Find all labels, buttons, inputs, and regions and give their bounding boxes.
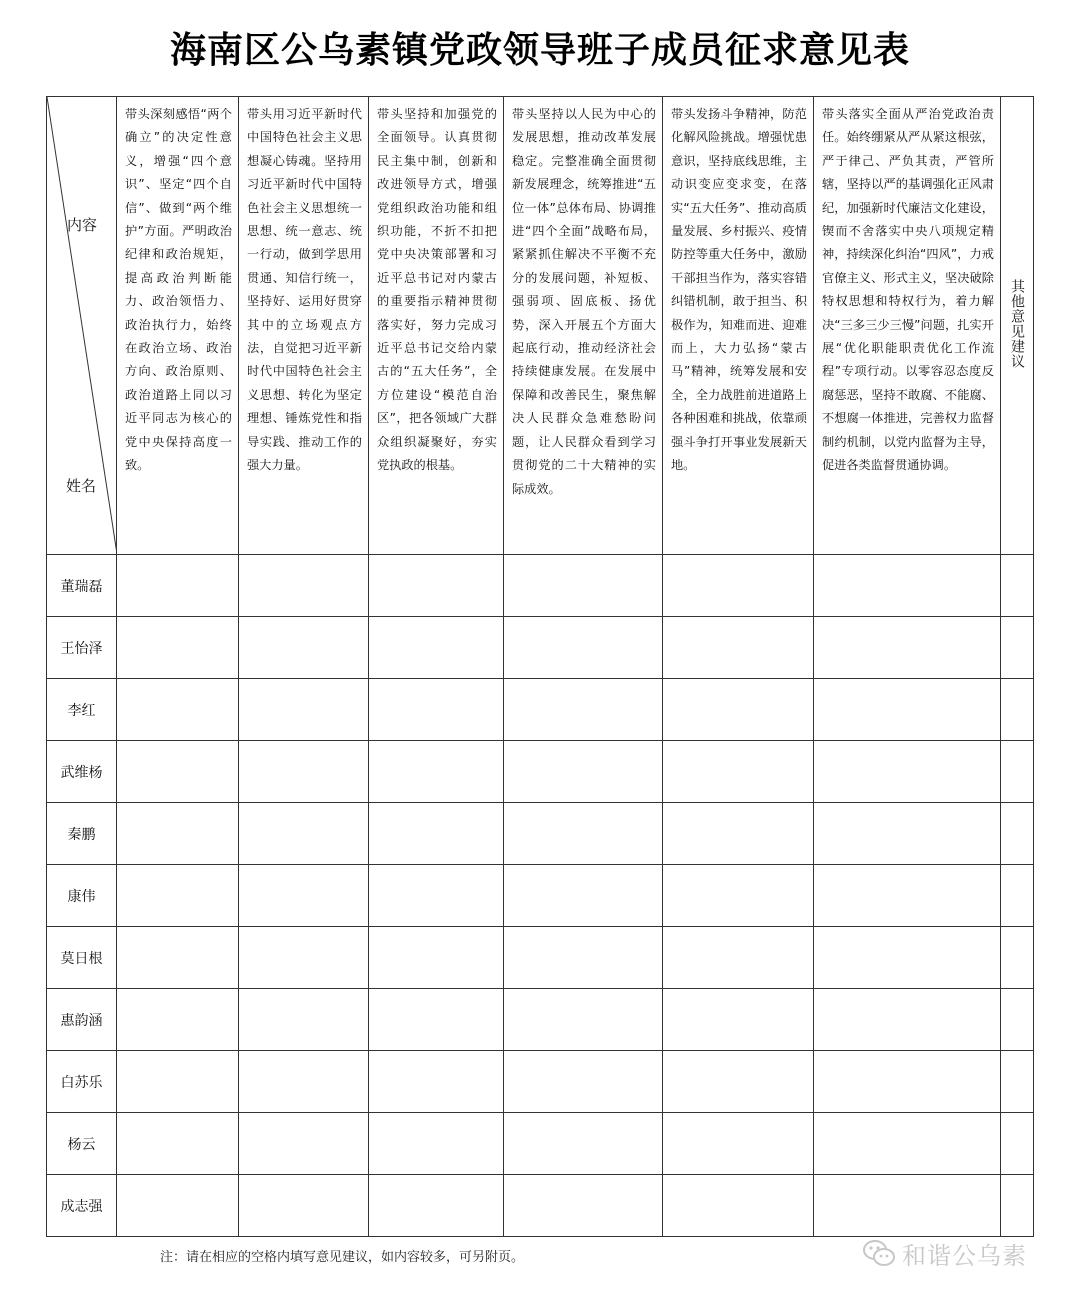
criterion-column-6 bbox=[814, 97, 1001, 555]
opinion-cell[interactable] bbox=[814, 927, 1001, 989]
opinion-cell[interactable] bbox=[663, 1113, 814, 1175]
member-name: 成志强 bbox=[47, 1175, 117, 1237]
member-name: 李红 bbox=[47, 679, 117, 741]
table-row bbox=[47, 741, 1034, 803]
opinion-cell[interactable] bbox=[117, 927, 239, 989]
member-name: 莫日根 bbox=[47, 927, 117, 989]
opinion-cell[interactable] bbox=[117, 1175, 239, 1237]
criterion-column-2 bbox=[239, 97, 369, 555]
opinion-cell[interactable] bbox=[117, 865, 239, 927]
opinion-cell[interactable] bbox=[1001, 555, 1034, 617]
member-name: 秦鹏 bbox=[47, 803, 117, 865]
member-name: 康伟 bbox=[47, 865, 117, 927]
opinion-cell[interactable] bbox=[814, 865, 1001, 927]
opinion-cell[interactable] bbox=[504, 617, 663, 679]
content-label: 内容 bbox=[67, 216, 98, 234]
opinion-cell[interactable] bbox=[504, 741, 663, 803]
opinion-cell[interactable] bbox=[369, 927, 504, 989]
opinion-cell[interactable] bbox=[369, 617, 504, 679]
opinion-cell[interactable] bbox=[814, 555, 1001, 617]
opinion-cell[interactable] bbox=[239, 1175, 369, 1237]
opinion-form-table bbox=[46, 96, 1034, 1237]
opinion-cell[interactable] bbox=[369, 1113, 504, 1175]
opinion-cell[interactable] bbox=[117, 555, 239, 617]
opinion-cell[interactable] bbox=[1001, 989, 1034, 1051]
opinion-cell[interactable] bbox=[504, 1051, 663, 1113]
opinion-cell[interactable] bbox=[814, 1175, 1001, 1237]
opinion-cell[interactable] bbox=[239, 803, 369, 865]
other-suggestions-label: 其他意见建议 bbox=[1009, 278, 1025, 369]
opinion-cell[interactable] bbox=[663, 803, 814, 865]
opinion-cell[interactable] bbox=[504, 865, 663, 927]
opinion-cell[interactable] bbox=[814, 741, 1001, 803]
table-row bbox=[47, 927, 1034, 989]
opinion-cell[interactable] bbox=[239, 679, 369, 741]
opinion-cell[interactable] bbox=[239, 865, 369, 927]
opinion-cell[interactable] bbox=[504, 989, 663, 1051]
criterion-column-1 bbox=[117, 97, 239, 555]
opinion-cell[interactable] bbox=[663, 617, 814, 679]
criterion-text-6: 带头落实全面从严治党政治责任。始终绷紧从严从紧这根弦，严于律己、严负其责，严管所辖，坚持以严的基调强化正风肃纪，加强新时代廉洁文化建设，锲而不舍落实中央八项规定精神，持续深化纠治“四风”，力戒官僚主义、形式主义，坚决破除特权思想和特权行为，着力解决“三多三少三慢”问题，扎实开展“优化职能职责优化工作流程”专项行动。以零容忍态度反腐惩恶，坚持不敢腐、不能腐、不想腐一体推进，完善权力监督制约机制，以党内监督为主导，促进各类监督贯通协调。 bbox=[822, 107, 994, 473]
opinion-cell[interactable] bbox=[1001, 1113, 1034, 1175]
opinion-cell[interactable] bbox=[239, 1051, 369, 1113]
opinion-cell[interactable] bbox=[239, 741, 369, 803]
footnote: 注：请在相应的空格内填写意见建议，如内容较多，可另附页。 bbox=[160, 1250, 525, 1265]
opinion-cell[interactable] bbox=[117, 617, 239, 679]
table-row bbox=[47, 617, 1034, 679]
opinion-cell[interactable] bbox=[663, 679, 814, 741]
opinion-cell[interactable] bbox=[1001, 803, 1034, 865]
opinion-cell[interactable] bbox=[117, 989, 239, 1051]
watermark bbox=[862, 1233, 1062, 1273]
wechat-icon bbox=[862, 1238, 896, 1268]
criterion-text-4: 带头坚持以人民为中心的发展思想，推动改革发展稳定。完整准确全面贯彻新发展理念，统筹推进“五位一体”总体布局、协调推进“四个全面”战略布局，紧紧抓住解决不平衡不充分的发展问题，补短板、强弱项、固底板、扬优势，深入开展五个方面大起底行动，推动经济社会持续健康发展。在发展中保障和改善民生，聚焦解决人民群众急难愁盼问题，让人民群众看到学习贯彻党的二十大精神的实际成效。 bbox=[512, 107, 656, 496]
opinion-cell[interactable] bbox=[369, 555, 504, 617]
opinion-cell[interactable] bbox=[814, 617, 1001, 679]
member-name: 董瑞磊 bbox=[47, 555, 117, 617]
table-row bbox=[47, 1175, 1034, 1237]
opinion-cell[interactable] bbox=[504, 927, 663, 989]
opinion-cell[interactable] bbox=[1001, 927, 1034, 989]
table-row bbox=[47, 1113, 1034, 1175]
member-name: 惠韵涵 bbox=[47, 989, 117, 1051]
opinion-cell[interactable] bbox=[239, 617, 369, 679]
member-name: 杨云 bbox=[47, 1113, 117, 1175]
opinion-cell[interactable] bbox=[504, 555, 663, 617]
opinion-cell[interactable] bbox=[814, 989, 1001, 1051]
table-row bbox=[47, 1051, 1034, 1113]
opinion-cell[interactable] bbox=[239, 1113, 369, 1175]
opinion-cell[interactable] bbox=[663, 1051, 814, 1113]
opinion-cell[interactable] bbox=[663, 1175, 814, 1237]
criterion-text-3: 带头坚持和加强党的全面领导。认真贯彻民主集中制，创新和改进领导方式，增强党组织政治功能和组织功能，不折不扣把党中央决策部署和习近平总书记对内蒙古的重要指示精神贯彻落实好，努力完成习近平总书记交给内蒙古的“五大任务”，全方位建设“模范自治区”，把各领域广大群众组织凝聚好，夯实党执政的根基。 bbox=[377, 107, 497, 473]
opinion-cell[interactable] bbox=[369, 741, 504, 803]
opinion-cell[interactable] bbox=[239, 927, 369, 989]
opinion-cell[interactable] bbox=[239, 555, 369, 617]
page-title: 海南区公乌素镇党政领导班子成员征求意见表 bbox=[169, 29, 910, 71]
opinion-cell[interactable] bbox=[369, 679, 504, 741]
opinion-cell[interactable] bbox=[504, 1113, 663, 1175]
opinion-cell[interactable] bbox=[663, 865, 814, 927]
criterion-column-4 bbox=[504, 97, 663, 555]
opinion-cell[interactable] bbox=[117, 1051, 239, 1113]
table-row bbox=[47, 989, 1034, 1051]
opinion-cell[interactable] bbox=[663, 989, 814, 1051]
table-row bbox=[47, 555, 1034, 617]
member-name: 白苏乐 bbox=[47, 1051, 117, 1113]
opinion-cell[interactable] bbox=[1001, 1051, 1034, 1113]
opinion-cell[interactable] bbox=[504, 803, 663, 865]
opinion-cell[interactable] bbox=[504, 679, 663, 741]
opinion-cell[interactable] bbox=[663, 741, 814, 803]
opinion-cell[interactable] bbox=[369, 865, 504, 927]
opinion-cell[interactable] bbox=[814, 803, 1001, 865]
diagonal-header-cell bbox=[47, 97, 117, 555]
opinion-cell[interactable] bbox=[814, 1051, 1001, 1113]
criterion-column-3 bbox=[369, 97, 504, 555]
opinion-cell[interactable] bbox=[814, 1113, 1001, 1175]
criterion-text-5: 带头发扬斗争精神，防范化解风险挑战。增强忧患意识，坚持底线思维，主动识变应变求变，在落实“五大任务”、推动高质量发展、乡村振兴、疫情防控等重大任务中，激励干部担当作为，落实容错纠错机制，敢于担当、积极作为，知难而进、迎难而上，大力弘扬“蒙古马”精神，统筹发展和安全，全力战胜前进道路上各种困难和挑战，依靠顽强斗争打开事业发展新天地。 bbox=[671, 107, 807, 473]
criterion-column-5 bbox=[663, 97, 814, 555]
opinion-cell[interactable] bbox=[1001, 741, 1034, 803]
opinion-cell[interactable] bbox=[369, 989, 504, 1051]
opinion-cell[interactable] bbox=[1001, 865, 1034, 927]
opinion-cell[interactable] bbox=[663, 927, 814, 989]
opinion-cell[interactable] bbox=[1001, 679, 1034, 741]
opinion-cell[interactable] bbox=[117, 1113, 239, 1175]
opinion-cell[interactable] bbox=[117, 803, 239, 865]
opinion-cell[interactable] bbox=[239, 989, 369, 1051]
header-row bbox=[47, 97, 1034, 555]
opinion-cell[interactable] bbox=[117, 679, 239, 741]
member-name: 王怡泽 bbox=[47, 617, 117, 679]
name-label: 姓名 bbox=[66, 477, 97, 495]
watermark-text: 和谐公乌素 bbox=[902, 1241, 1027, 1270]
opinion-cell[interactable] bbox=[369, 803, 504, 865]
criterion-text-1: 带头深刻感悟“两个确立”的决定性意义，增强“四个意识”、坚定“四个自信”、做到“两个维护”方面。严明政治纪律和政治规矩，提高政治判断能力、政治领悟力、政治执行力，始终在政治立场、政治方向、政治原则、政治道路上同以习近平同志为核心的党中央保持高度一致。 bbox=[125, 107, 232, 473]
opinion-cell[interactable] bbox=[663, 555, 814, 617]
opinion-cell[interactable] bbox=[1001, 1175, 1034, 1237]
table-row bbox=[47, 679, 1034, 741]
opinion-cell[interactable] bbox=[369, 1175, 504, 1237]
table-row bbox=[47, 865, 1034, 927]
opinion-cell[interactable] bbox=[1001, 617, 1034, 679]
opinion-cell[interactable] bbox=[369, 1051, 504, 1113]
opinion-cell[interactable] bbox=[117, 741, 239, 803]
opinion-cell[interactable] bbox=[814, 679, 1001, 741]
table-row bbox=[47, 803, 1034, 865]
other-suggestions-header bbox=[1001, 97, 1034, 555]
member-name: 武维杨 bbox=[47, 741, 117, 803]
criterion-text-2: 带头用习近平新时代中国特色社会主义思想凝心铸魂。坚持用习近平新时代中国特色社会主义思想统一思想、统一意志、统一行动，做到学思用贯通、知信行统一，坚持好、运用好贯穿其中的立场观点方法，自觉把习近平新时代中国特色社会主义思想、转化为坚定理想、锤炼党性和指导实践、推动工作的强大力量。 bbox=[247, 107, 362, 473]
opinion-cell[interactable] bbox=[504, 1175, 663, 1237]
